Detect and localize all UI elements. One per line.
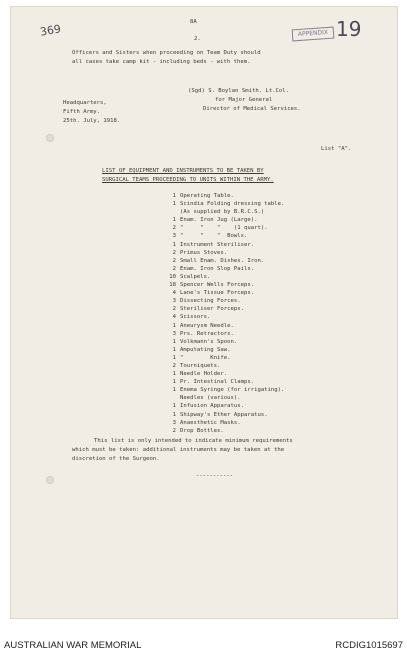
item-quantity: 2: [172, 257, 176, 264]
item-description: Pr. Intestinal Clamps.: [180, 379, 255, 386]
list-item: [160, 427, 284, 435]
item-description: Enam. Iron Slop Pails.: [180, 265, 255, 272]
opening-line-2: all cases take camp kit - including beds - with them.: [72, 59, 251, 65]
opening-line-1: Officers and Sisters when proceeding on Team Duty should: [72, 50, 261, 56]
item-quantity: 2: [172, 362, 176, 369]
item-quantity: 1: [172, 387, 176, 394]
item-description: Infusion Apparatus.: [180, 403, 244, 410]
item-quantity: 1: [172, 346, 176, 353]
item-quantity: 1: [172, 217, 176, 224]
item-quantity: 1: [172, 403, 176, 410]
binder-hole: [46, 134, 54, 142]
list-item: [160, 338, 284, 346]
list-item: [160, 297, 284, 305]
item-quantity: [160, 208, 180, 216]
signature-line-3: Director of Medical Services.: [203, 106, 301, 112]
signature-line-2: for Major General: [215, 97, 273, 103]
origin-line-1: Headquarters,: [63, 100, 107, 106]
list-label: List "A".: [321, 146, 352, 152]
signature-line-1: (Sgd) S. Boylan Smith. Lt.Col.: [188, 88, 290, 94]
item-quantity: 1: [172, 322, 176, 329]
list-item: [160, 346, 284, 354]
item-quantity: 2: [172, 427, 176, 434]
item-description: Spencer Wells Forceps.: [180, 282, 255, 289]
list-item: [160, 370, 284, 378]
item-description: Instrument Steriliser.: [180, 241, 255, 248]
closing-line-3: discretion of the Surgeon.: [72, 456, 160, 462]
list-item: [160, 192, 284, 200]
item-quantity: [160, 394, 180, 402]
item-description: Anaesthetic Masks.: [180, 419, 241, 426]
footer-record-id: RCDIG1015697: [335, 640, 403, 651]
archive-number: 369: [39, 22, 62, 39]
list-item: [160, 289, 284, 297]
list-title-line-1: LIST OF EQUIPMENT AND INSTRUMENTS TO BE TAKEN BY: [102, 168, 264, 174]
item-description: Aneurysm Needle.: [180, 322, 234, 329]
item-quantity: 4: [172, 314, 176, 321]
list-item: [160, 265, 284, 273]
item-description: Enam. Iron Jug (Large).: [180, 217, 258, 224]
list-item: [160, 232, 284, 240]
page-number: 2.: [194, 36, 201, 42]
origin-line-3: 25th. July, 1918.: [63, 118, 121, 124]
list-item: [160, 313, 284, 321]
list-item: [160, 216, 284, 224]
item-description: Enema Syringe (for irrigating).: [180, 387, 285, 394]
item-quantity: 1: [172, 411, 176, 418]
item-description: Prs. Retractors.: [180, 330, 234, 337]
item-description: Lane's Tissue Forceps.: [180, 290, 255, 297]
item-quantity: 18: [169, 282, 176, 289]
handwritten-number: 19: [336, 17, 362, 41]
item-description: Volkmann's Spoon.: [180, 338, 238, 345]
list-item: [160, 378, 284, 386]
item-quantity: 10: [169, 273, 176, 280]
item-quantity: 4: [172, 290, 176, 297]
list-item: [160, 411, 284, 419]
item-description: Amputating Saw.: [180, 346, 231, 353]
item-quantity: 1: [172, 193, 176, 199]
item-description: Dissecting Forces.: [180, 298, 241, 305]
equipment-list: [160, 192, 284, 435]
item-description: (As supplied by B.R.C.S.): [180, 209, 265, 216]
item-description: Operating Table.: [180, 193, 234, 199]
list-item: [160, 241, 284, 249]
list-item: [160, 322, 284, 330]
item-description: Scindia Folding dressing table.: [180, 201, 285, 208]
item-description: Tourniquets.: [180, 362, 221, 369]
item-quantity: 1: [172, 371, 176, 378]
list-item: [160, 257, 284, 265]
item-description: Drop Bottles.: [180, 427, 224, 434]
list-item: [160, 224, 284, 232]
item-quantity: 3: [172, 330, 176, 337]
archive-footer: [0, 632, 407, 654]
item-quantity: 3: [172, 419, 176, 426]
list-item: [160, 419, 284, 427]
page-mark-top: 8A: [190, 19, 197, 25]
item-description: " " " (1 quart).: [180, 225, 268, 232]
list-item: [160, 386, 284, 394]
item-quantity: 1: [172, 201, 176, 208]
appendix-stamp: APPENDIX: [292, 27, 335, 42]
list-item: [160, 200, 284, 208]
list-item: [160, 305, 284, 313]
list-item: [160, 354, 284, 362]
item-quantity: 1: [172, 354, 176, 361]
item-description: Needle Holder.: [180, 371, 228, 378]
footer-institution: AUSTRALIAN WAR MEMORIAL: [4, 640, 142, 651]
item-quantity: 1: [172, 379, 176, 386]
closing-line-1: This list is only intended to indicate minimum requirements: [94, 438, 293, 444]
item-quantity: 2: [172, 306, 176, 313]
item-quantity: 2: [172, 265, 176, 272]
item-quantity: 1: [172, 241, 176, 248]
closing-rule: -----------: [196, 473, 234, 479]
list-item: [160, 281, 284, 289]
document-page: [10, 6, 398, 619]
item-quantity: 1: [172, 338, 176, 345]
list-item: [160, 402, 284, 410]
item-quantity: 2: [172, 225, 176, 232]
list-item: [160, 362, 284, 370]
list-item: [160, 394, 284, 402]
list-item: [160, 249, 284, 257]
item-quantity: 3: [172, 298, 176, 305]
item-description: Shipway's Ether Apparatus.: [180, 411, 268, 418]
binder-hole: [46, 476, 54, 484]
item-quantity: 2: [172, 249, 176, 256]
item-description: " " " Bowls.: [180, 233, 248, 240]
list-item: [160, 273, 284, 281]
list-title-line-2: SURGICAL TEAMS PROCEEDING TO UNITS WITHIN THE ARMY.: [102, 177, 274, 183]
closing-line-2: which must be taken: additional instruments may be taken at the: [72, 447, 285, 453]
item-description: Scalpels.: [180, 273, 211, 280]
item-description: Scissors.: [180, 314, 211, 321]
item-description: Primus Stoves.: [180, 249, 228, 256]
item-quantity: 3: [172, 233, 176, 240]
origin-line-2: Fifth Army.: [63, 109, 101, 115]
list-item: [160, 208, 284, 216]
list-item: [160, 330, 284, 338]
item-description: Small Enam. Dishes. Iron.: [180, 257, 265, 264]
item-description: Needles (various).: [180, 395, 241, 402]
item-description: " Knife.: [180, 354, 231, 361]
item-description: Steriliser Forceps.: [180, 306, 244, 313]
